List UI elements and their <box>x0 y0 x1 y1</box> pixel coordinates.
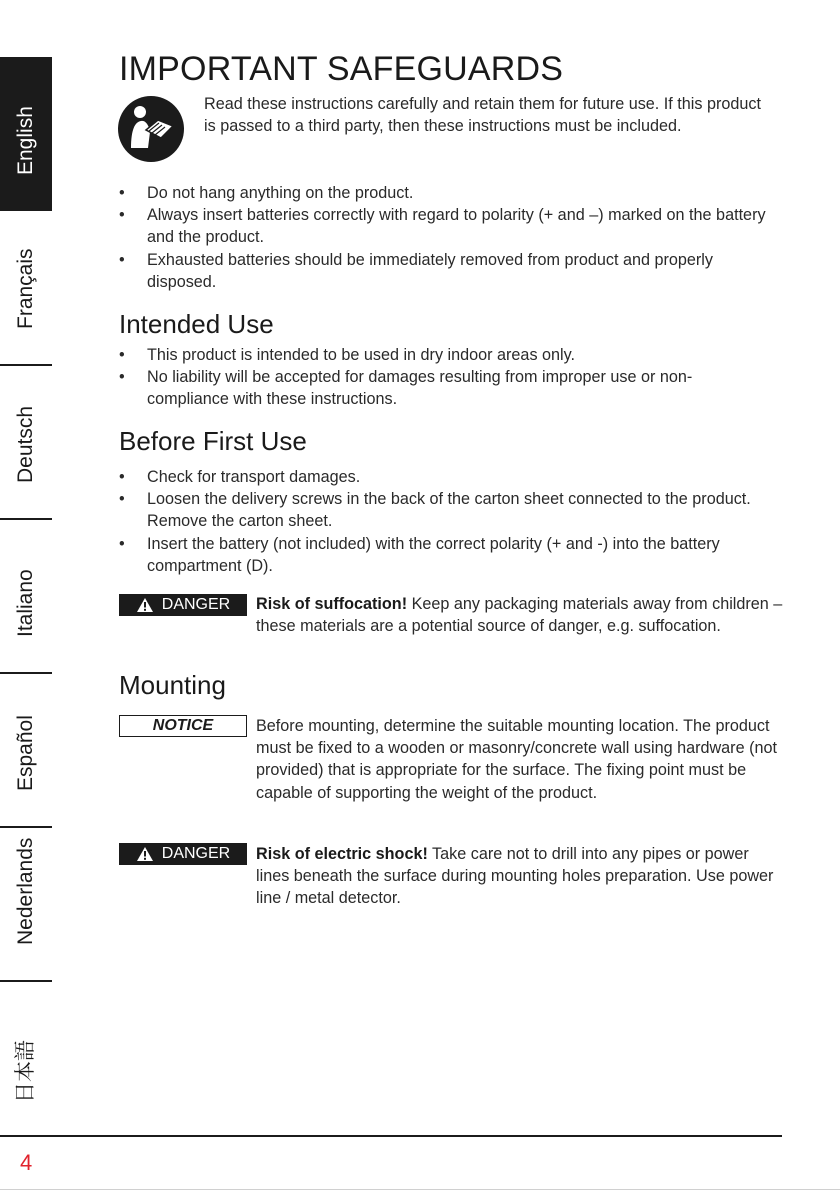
safeguards-list <box>119 182 769 293</box>
lang-tab-italiano[interactable] <box>0 519 52 673</box>
lang-tab-label: English <box>14 106 37 175</box>
warning-triangle-icon <box>136 846 154 862</box>
lang-tab-label: Nederlands <box>14 837 37 945</box>
list-item: • No liability will be accepted for damages resulting from improper use or non-compliance with these instructions. <box>119 366 769 410</box>
notice-badge-label: NOTICE <box>152 717 214 734</box>
list-item: • Insert the battery (not included) with the correct polarity (+ and -) into the battery compartment (D). <box>119 533 769 577</box>
intro-text: Read these instructions carefully and retain them for future use. If this product is passed to a third party, then these instructions must be included. <box>204 95 761 136</box>
notice-badge <box>119 715 247 737</box>
page-number: 4 <box>20 1150 33 1175</box>
warning-text: Take care not to drill into any pipes or power lines beneath the surface during mounting holes preparation. Use power line / metal detector. <box>256 845 774 908</box>
list-item: • This product is intended to be used in dry indoor areas only. <box>119 344 769 366</box>
lang-tab-nederlands[interactable] <box>0 827 52 981</box>
before-first-use-heading: Before First Use <box>119 426 307 456</box>
before-first-use-list <box>119 466 769 577</box>
warning-triangle-icon <box>136 597 154 613</box>
danger-badge-label: DANGER <box>161 596 231 613</box>
lang-tab-espanol[interactable] <box>0 673 52 827</box>
intended-use-heading: Intended Use <box>119 309 274 339</box>
lang-tab-deutsch[interactable] <box>0 365 52 519</box>
lang-tab-label: Español <box>14 715 37 791</box>
mounting-notice-text: Before mounting, determine the suitable mounting location. The product must be fixed to a wooden or masonry/concrete wall using hardware (not provided) that is appropriate for the surface. The fixing point must be capable of supporting the weight of the product. <box>256 717 777 802</box>
footer-divider <box>0 1135 782 1137</box>
lang-tab-english[interactable] <box>0 57 52 211</box>
warning-title: Risk of electric shock! <box>256 845 428 863</box>
lang-tab-francais[interactable] <box>0 211 52 365</box>
lang-tab-label: Français <box>14 248 37 329</box>
danger-badge-label: DANGER <box>161 845 231 862</box>
list-item: • Always insert batteries correctly with regard to polarity (+ and –) marked on the battery and the product. <box>119 204 769 248</box>
page-bottom-edge <box>0 1189 840 1190</box>
warning-text: Keep any packaging materials away from children – these materials are a potential source of danger, e.g. suffocation. <box>256 595 783 636</box>
mounting-heading: Mounting <box>119 670 226 700</box>
list-item: • Check for transport damages. <box>119 466 769 488</box>
electric-shock-warning <box>256 843 786 910</box>
lang-tab-label: Deutsch <box>14 405 37 483</box>
lang-tab-label: 日本語 <box>14 1040 37 1103</box>
lang-tab-label: Italiano <box>14 569 37 637</box>
page-title: IMPORTANT SAFEGUARDS <box>119 50 564 88</box>
intended-use-list <box>119 344 769 411</box>
read-manual-icon <box>118 96 184 162</box>
danger-badge <box>119 843 247 865</box>
list-item: • Do not hang anything on the product. <box>119 182 769 204</box>
lang-tab-japanese[interactable] <box>0 981 52 1135</box>
suffocation-warning <box>256 593 786 637</box>
warning-title: Risk of suffocation! <box>256 595 408 613</box>
list-item: • Loosen the delivery screws in the back of the carton sheet connected to the product. Remove the carton sheet. <box>119 488 769 532</box>
danger-badge <box>119 594 247 616</box>
list-item: • Exhausted batteries should be immediately removed from product and properly disposed. <box>119 249 769 293</box>
